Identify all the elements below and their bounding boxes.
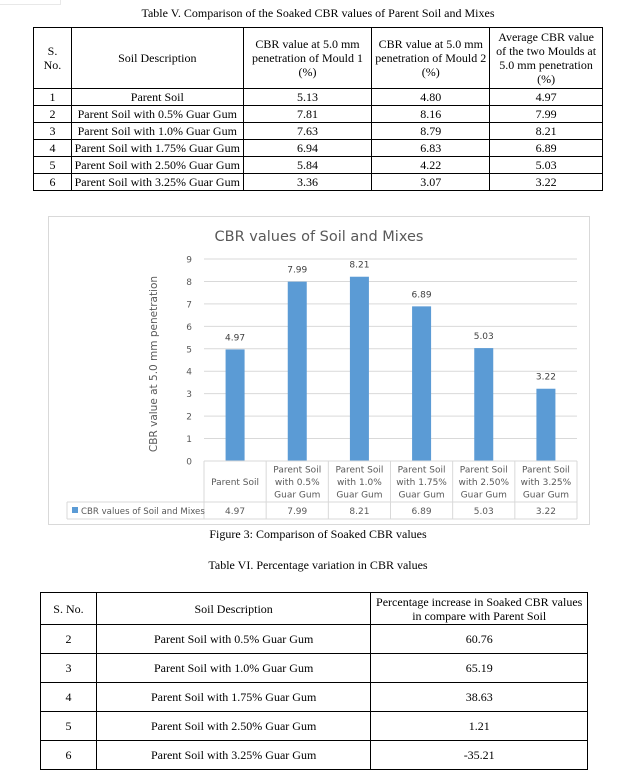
table5-cell-mould1: 6.94 (243, 140, 372, 157)
data-table-value: 5.03 (473, 507, 494, 517)
x-category-label: Parent Soil (521, 465, 570, 476)
table5-cell-average: 8.21 (490, 123, 603, 140)
bar (288, 282, 307, 461)
table5-cell-average: 4.97 (490, 89, 603, 106)
table6-caption: Table VI. Percentage variation in CBR values (208, 558, 428, 572)
table6-header-row (41, 593, 588, 625)
table5-cell-mould1: 7.63 (243, 123, 372, 140)
table5-header-mould2: CBR value at 5.0 mm penetration of Mould 2 (%) (372, 28, 490, 89)
x-category-label: Parent Soil (211, 478, 260, 488)
y-tick-label: 6 (186, 322, 192, 333)
table5-header-mould1: CBR value at 5.0 mm penetration of Mould 1 (%) (243, 28, 372, 89)
table5-header-average: Average CBR value of the two Moulds at 5.0 mm penetration (%) (490, 28, 603, 89)
table6-cell-description: Parent Soil with 2.50% Guar Gum (96, 712, 370, 741)
table5-cell-sno: 3 (34, 123, 72, 140)
table5-cell-sno: 2 (34, 106, 72, 123)
y-tick-label: 9 (186, 255, 192, 266)
bar-data-label: 4.97 (225, 333, 246, 344)
table5-cell-sno: 1 (34, 89, 72, 106)
table5-cell-mould2: 4.22 (372, 157, 490, 174)
x-category-label: Guar Gum (460, 490, 507, 501)
table5-cell-sno: 5 (34, 157, 72, 174)
data-table-value: 7.99 (287, 507, 308, 517)
y-tick-label: 0 (186, 457, 192, 468)
table5-cell-description: Parent Soil with 1.0% Guar Gum (71, 123, 243, 140)
y-tick-label: 5 (186, 345, 192, 356)
bar (536, 389, 555, 461)
table5-cell-description: Parent Soil with 0.5% Guar Gum (71, 106, 243, 123)
table6-cell-percentage: 38.63 (371, 683, 588, 712)
y-tick-label: 3 (186, 390, 192, 401)
bar-data-label: 3.22 (535, 372, 556, 383)
x-category-label: with 1.0% (337, 478, 382, 488)
y-axis-label: CBR value at 5.0 mm penetration (148, 275, 160, 453)
table6-row (41, 683, 588, 712)
y-tick-label: 7 (186, 300, 192, 311)
x-category-label: Guar Gum (336, 490, 383, 501)
table6-header-percentage: Percentage increase in Soaked CBR values in compare with Parent Soil (371, 593, 588, 625)
table5-cell-mould2: 4.80 (372, 89, 490, 106)
table5-cell-mould2: 8.79 (372, 123, 490, 140)
table5-cell-mould2: 8.16 (372, 106, 490, 123)
table6-header-sno: S. No. (41, 593, 97, 625)
table5-cell-mould1: 5.13 (243, 89, 372, 106)
table6-row (41, 654, 588, 683)
data-table-value: 3.22 (535, 507, 556, 517)
x-category-label: Parent Soil (459, 465, 508, 476)
bar (412, 306, 431, 461)
x-category-label: Guar Gum (274, 490, 321, 501)
bar-data-label: 6.89 (411, 290, 432, 301)
table5-cell-description: Parent Soil with 2.50% Guar Gum (71, 157, 243, 174)
table6 (40, 592, 588, 770)
table5-cell-average: 5.03 (490, 157, 603, 174)
data-table-value: 4.97 (225, 507, 246, 517)
y-tick-label: 8 (186, 277, 192, 288)
table6-cell-percentage: 60.76 (371, 625, 588, 654)
table6-header-description: Soil Description (96, 593, 370, 625)
table5-cell-sno: 4 (34, 140, 72, 157)
bar (350, 277, 369, 461)
table5-cell-mould1: 7.81 (243, 106, 372, 123)
table5-cell-mould1: 3.36 (243, 174, 372, 191)
table5-header-sno: S. No. (34, 28, 72, 89)
bar-data-label: 8.21 (349, 260, 370, 271)
table6-row (41, 712, 588, 741)
table5-cell-description: Parent Soil (71, 89, 243, 106)
x-category-label: with 3.25% (520, 478, 572, 488)
bar (474, 348, 493, 461)
table5-cell-description: Parent Soil with 1.75% Guar Gum (71, 140, 243, 157)
x-category-label: Parent Soil (335, 465, 384, 476)
bar-data-label: 5.03 (473, 332, 494, 343)
x-category-label: with 0.5% (274, 478, 320, 488)
table5-cell-mould1: 5.84 (243, 157, 372, 174)
x-category-label: Guar Gum (522, 490, 570, 501)
table5-cell-sno: 6 (34, 174, 72, 191)
x-category-label: Parent Soil (397, 465, 446, 476)
data-table-value: 6.89 (411, 507, 432, 517)
x-category-label: with 2.50% (458, 478, 510, 488)
table6-cell-percentage: 65.19 (371, 654, 588, 683)
table5-cell-mould2: 3.07 (372, 174, 490, 191)
table6-row (41, 741, 588, 770)
table5-cell-average: 7.99 (490, 106, 603, 123)
bar (226, 349, 245, 461)
y-tick-label: 1 (186, 435, 192, 446)
table6-cell-percentage: 1.21 (371, 712, 588, 741)
data-table-value: 8.21 (349, 507, 370, 517)
y-tick-label: 4 (186, 367, 192, 378)
table6-cell-sno: 2 (41, 625, 97, 654)
table5-header-description: Soil Description (71, 28, 243, 89)
table6-cell-sno: 4 (41, 683, 97, 712)
legend-swatch-icon (72, 507, 78, 513)
table6-cell-sno: 5 (41, 712, 97, 741)
legend-label: CBR values of Soil and Mixes (81, 507, 205, 517)
table6-cell-sno: 6 (41, 741, 97, 770)
bar-data-label: 7.99 (287, 265, 308, 276)
table6-cell-percentage: -35.21 (371, 741, 588, 770)
x-category-label: Guar Gum (398, 490, 445, 501)
table6-cell-description: Parent Soil with 3.25% Guar Gum (96, 741, 370, 770)
x-category-label: with 1.75% (396, 478, 447, 488)
x-category-label: Parent Soil (273, 465, 322, 476)
table5-cell-average: 6.89 (490, 140, 603, 157)
table5-caption: Table V. Comparison of the Soaked CBR values of Parent Soil and Mixes (141, 6, 495, 20)
table6-row (41, 625, 588, 654)
chart-title: CBR values of Soil and Mixes (214, 229, 424, 245)
table5-cell-mould2: 6.83 (372, 140, 490, 157)
table6-cell-sno: 3 (41, 654, 97, 683)
figure-caption: Figure 3: Comparison of Soaked CBR values (209, 527, 427, 541)
table6-cell-description: Parent Soil with 1.75% Guar Gum (96, 683, 370, 712)
table6-cell-description: Parent Soil with 0.5% Guar Gum (96, 625, 370, 654)
table5-cell-average: 3.22 (490, 174, 603, 191)
table6-cell-description: Parent Soil with 1.0% Guar Gum (96, 654, 370, 683)
y-tick-label: 2 (186, 412, 192, 423)
table5-cell-description: Parent Soil with 3.25% Guar Gum (71, 174, 243, 191)
